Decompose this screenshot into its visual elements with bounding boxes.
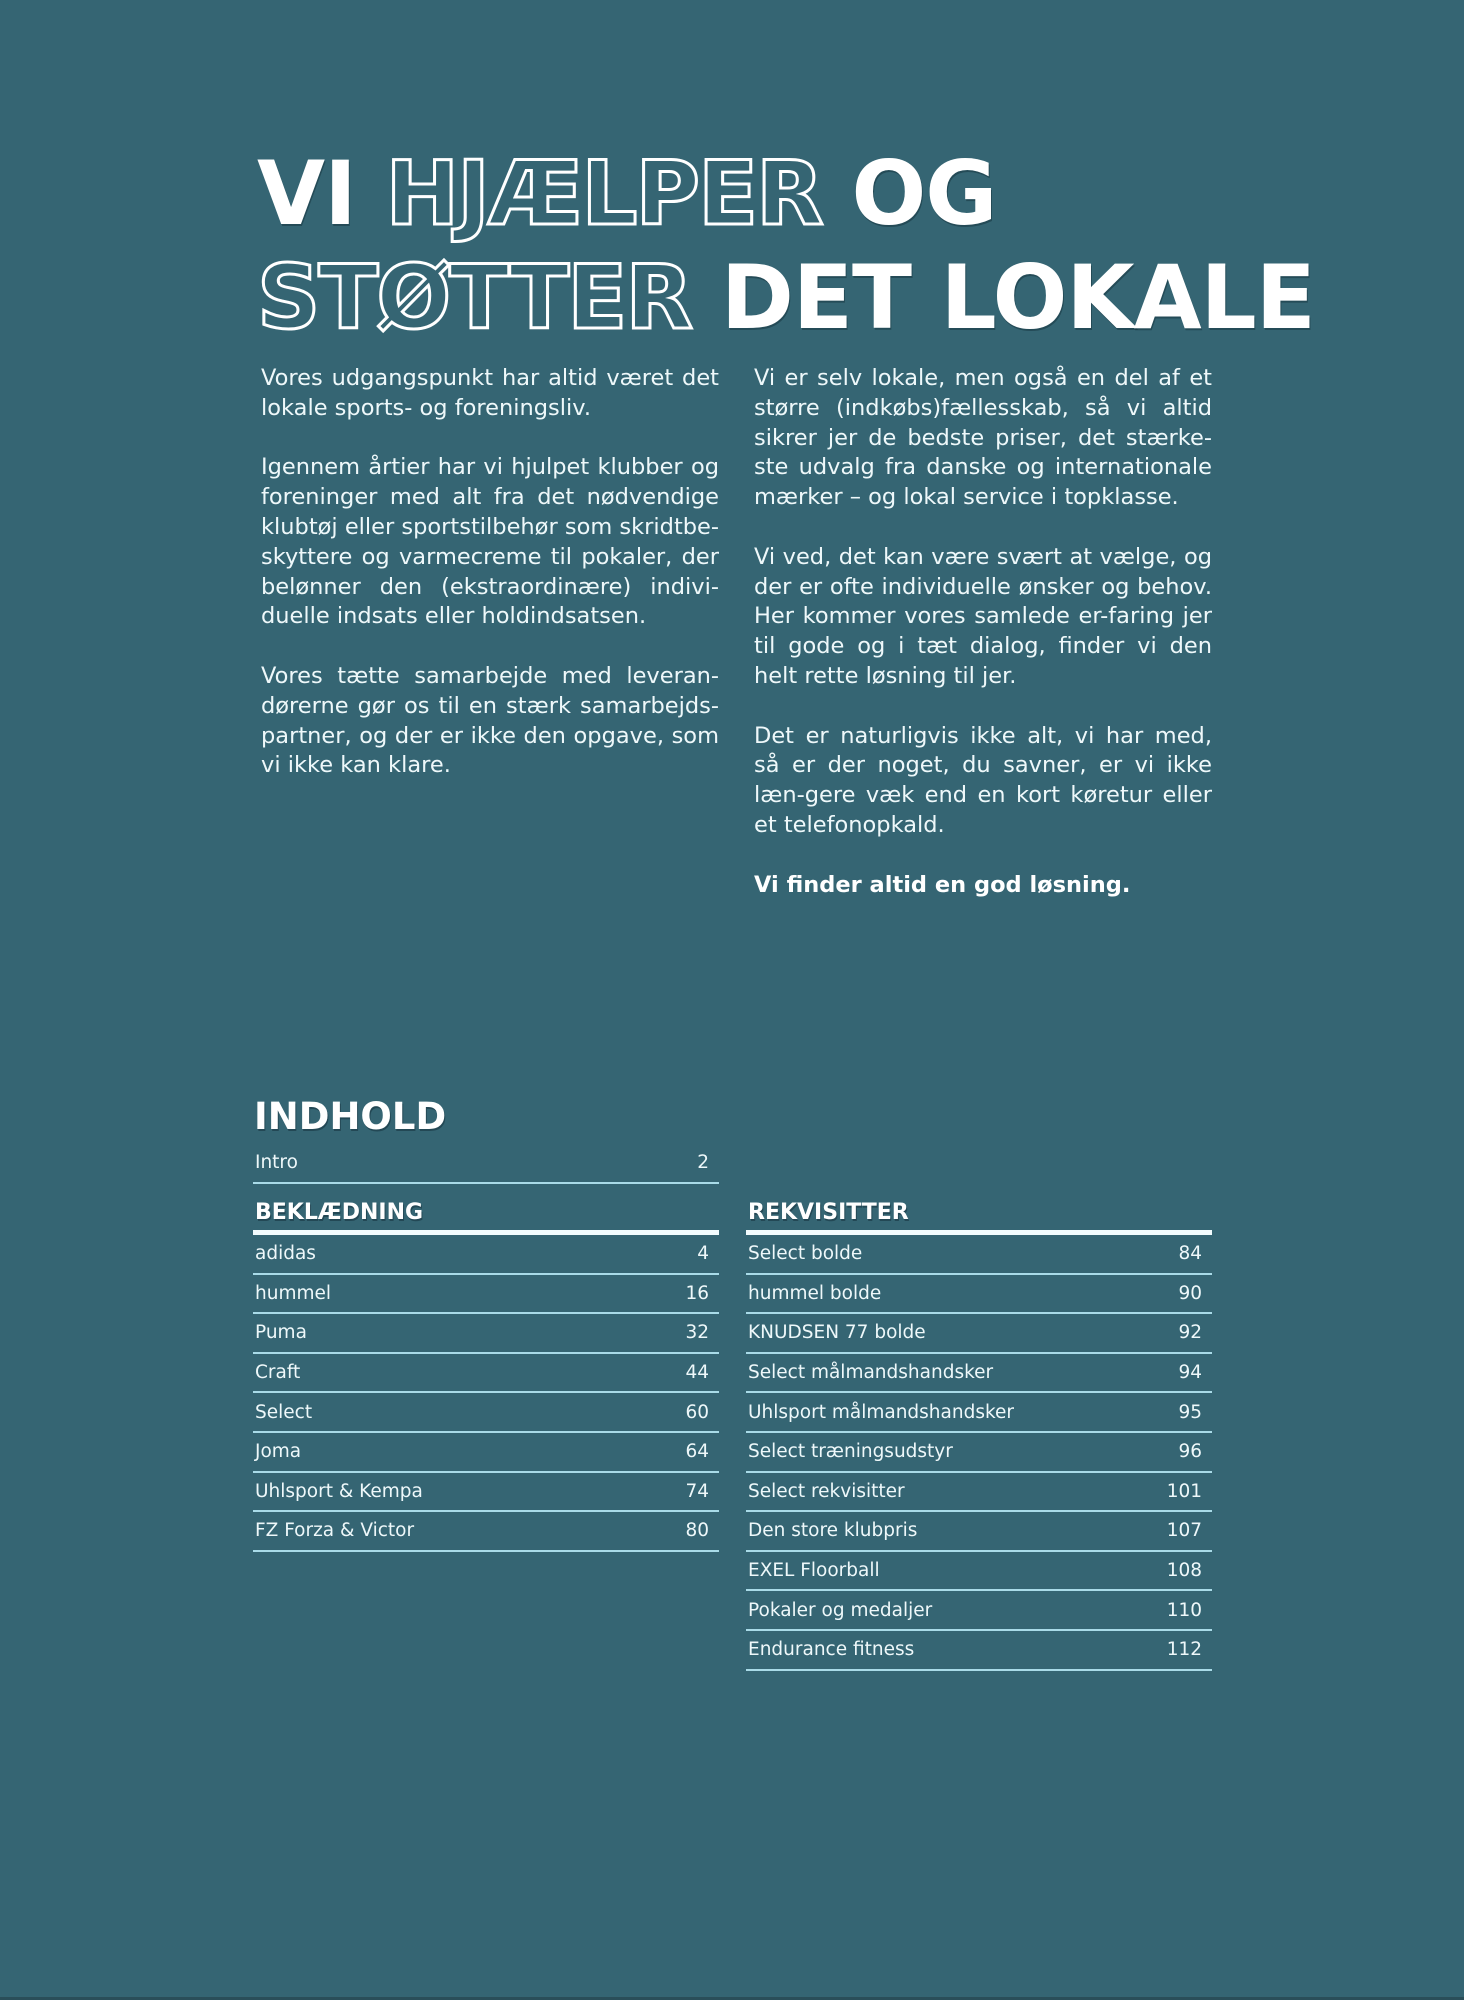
toc-item-label: Intro — [255, 1152, 298, 1174]
toc-item-label: Endurance fitness — [748, 1639, 915, 1661]
toc-section-title: REKVISITTER — [746, 1198, 1212, 1235]
toc-item-label: Den store klubpris — [748, 1520, 918, 1542]
headline-line-2 — [257, 246, 1315, 350]
toc-item-page: 112 — [1166, 1639, 1202, 1661]
toc-row-intro[interactable] — [253, 1144, 719, 1184]
toc-item-label: Select målmandshandsker — [748, 1362, 994, 1384]
toc-section-rekvisitter — [746, 1198, 1212, 1671]
intro-paragraph-5: Vi ved, det kan være svært at vælge, og der er ofte individuelle ønsker og behov. Her kommer vores samlede er-faring jer til gode og i tæt dialog, finder vi den helt rette løsning til jer. — [754, 543, 1212, 689]
intro-paragraph-4: Vi er selv lokale, men også en del af et større (indkøbs)fællesskab, så vi altid sikrer jer de bedste priser, det stærke-ste udvalg fra danske og internationale mærker – og lokal service i topklasse. — [754, 365, 1212, 511]
toc-row[interactable] — [746, 1433, 1212, 1473]
toc-item-page: 4 — [697, 1243, 709, 1265]
toc-item-page: 60 — [685, 1401, 709, 1423]
headline-word-det-lokale: DET LOKALE — [720, 246, 1315, 349]
toc-item-page: 16 — [685, 1282, 709, 1304]
toc-item-label: KNUDSEN 77 bolde — [748, 1322, 926, 1344]
toc-row[interactable] — [253, 1512, 719, 1552]
toc-item-label: Select træningsudstyr — [748, 1441, 953, 1463]
toc-row[interactable] — [253, 1314, 719, 1354]
toc-item-page: 2 — [697, 1152, 709, 1174]
toc-item-label: hummel — [255, 1282, 332, 1304]
toc-item-label: Puma — [255, 1322, 307, 1344]
toc-item-page: 101 — [1166, 1480, 1202, 1502]
toc-item-page: 96 — [1178, 1441, 1202, 1463]
toc-item-page: 107 — [1166, 1520, 1202, 1542]
toc-item-label: Uhlsport & Kempa — [255, 1480, 423, 1502]
headline-word-hjaelper: HJÆLPER — [385, 142, 822, 245]
toc-row[interactable] — [746, 1314, 1212, 1354]
toc-item-label: adidas — [255, 1243, 316, 1265]
intro-paragraph-3: Vores tætte samarbejde med leveran-dørerne gør os til en stærk samarbejds-partner, og der er ikke den opgave, som vi ikke kan klare. — [261, 662, 719, 779]
toc-row[interactable] — [253, 1354, 719, 1394]
toc-item-page: 94 — [1178, 1362, 1202, 1384]
toc-row[interactable] — [746, 1235, 1212, 1275]
intro-paragraph-6: Det er naturligvis ikke alt, vi har med, så er der noget, du savner, er vi ikke læn-gere væk end en kort køretur eller et telefonopkald. — [754, 722, 1212, 838]
intro-text-left-column — [261, 364, 719, 811]
toc-item-label: EXEL Floorball — [748, 1560, 880, 1582]
toc-item-label: Select — [255, 1401, 313, 1423]
toc-item-label: FZ Forza & Victor — [255, 1520, 415, 1542]
intro-paragraph-2: Igennem årtier har vi hjulpet klubber og foreninger med alt fra det nødvendige klubtøj eller sportstilbehør som skridtbe-skyttere og varmecreme til pokaler, der belønner den (ekstraordinære) indivi-duelle indsats eller holdindsatsen. — [261, 454, 720, 630]
headline-word-og: OG — [851, 142, 997, 245]
toc-item-page: 110 — [1166, 1599, 1202, 1621]
toc-row[interactable] — [746, 1631, 1212, 1671]
headline-line-1 — [257, 142, 1315, 246]
closing-statement: Vi finder altid en god løsning. — [754, 871, 1131, 898]
toc-item-page: 74 — [685, 1480, 709, 1502]
toc-item-label: Select rekvisitter — [748, 1480, 905, 1502]
toc-row[interactable] — [746, 1512, 1212, 1552]
intro-text-right-column — [754, 364, 1212, 930]
headline-word-vi: VI — [257, 142, 356, 245]
toc-item-page: 84 — [1178, 1243, 1202, 1265]
toc-item-page: 32 — [685, 1322, 709, 1344]
toc-item-label: Pokaler og medaljer — [748, 1599, 933, 1621]
toc-row[interactable] — [746, 1393, 1212, 1433]
toc-item-label: Uhlsport målmandshandsker — [748, 1401, 1015, 1423]
intro-paragraph-1: Vores udgangspunkt har altid været det lokale sports- og foreningsliv. — [261, 365, 719, 421]
toc-row[interactable] — [746, 1275, 1212, 1315]
toc-title: INDHOLD — [254, 1095, 447, 1138]
toc-row[interactable] — [746, 1591, 1212, 1631]
toc-intro-block — [253, 1144, 719, 1184]
toc-item-page: 108 — [1166, 1560, 1202, 1582]
toc-item-page: 64 — [685, 1441, 709, 1463]
toc-row[interactable] — [253, 1473, 719, 1513]
toc-row[interactable] — [746, 1552, 1212, 1592]
toc-item-page: 80 — [685, 1520, 709, 1542]
page-headline — [257, 142, 1315, 350]
toc-item-page: 90 — [1178, 1282, 1202, 1304]
toc-row[interactable] — [253, 1235, 719, 1275]
toc-item-label: hummel bolde — [748, 1282, 882, 1304]
toc-section-title: BEKLÆDNING — [253, 1198, 719, 1235]
toc-row[interactable] — [253, 1393, 719, 1433]
toc-item-label: Select bolde — [748, 1243, 863, 1265]
toc-item-label: Craft — [255, 1362, 301, 1384]
headline-word-stoetter: STØTTER — [257, 246, 692, 349]
toc-item-label: Joma — [255, 1441, 302, 1463]
toc-row[interactable] — [253, 1275, 719, 1315]
toc-item-page: 95 — [1178, 1401, 1202, 1423]
toc-row[interactable] — [746, 1354, 1212, 1394]
toc-item-page: 44 — [685, 1362, 709, 1384]
toc-row[interactable] — [746, 1473, 1212, 1513]
toc-section-beklaedning — [253, 1198, 719, 1552]
toc-item-page: 92 — [1178, 1322, 1202, 1344]
toc-row[interactable] — [253, 1433, 719, 1473]
